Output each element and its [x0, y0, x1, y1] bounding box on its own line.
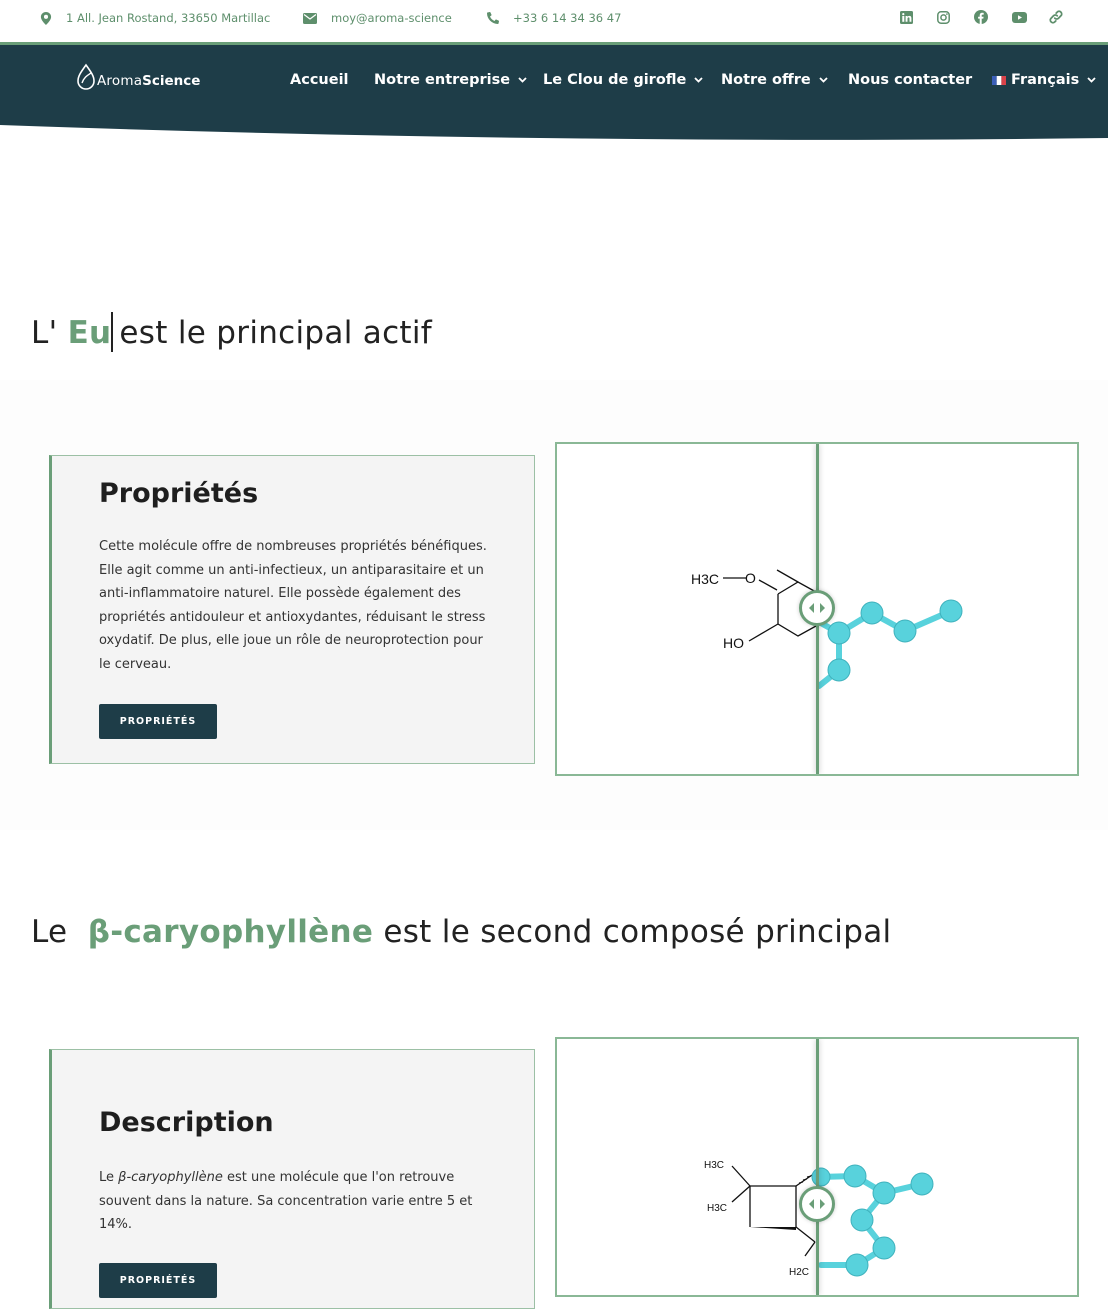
card-text — [99, 1166, 491, 1237]
chevron-down-icon — [819, 77, 828, 83]
site-header — [0, 45, 1108, 145]
properties-card — [49, 455, 535, 764]
section-eugenol-heading — [31, 312, 432, 352]
properties-button[interactable]: PROPRIÉTÉS — [99, 704, 217, 739]
envelope-icon — [303, 13, 317, 24]
heading-prefix: L' — [31, 315, 58, 351]
phone-item[interactable] — [487, 11, 621, 25]
drop-logo-icon — [76, 63, 96, 91]
label-methyl: H3C — [691, 571, 720, 587]
link-icon[interactable] — [1048, 9, 1064, 25]
comparison-slider-handle[interactable] — [799, 1186, 835, 1222]
address-text: 1 All. Jean Rostand, 33650 Martillac — [66, 11, 271, 25]
nav-company-label: Notre entreprise — [374, 72, 511, 88]
chevron-down-icon — [1087, 77, 1096, 83]
card-text-prefix: Le — [99, 1170, 119, 1185]
header-background — [0, 45, 1108, 145]
label-hydroxyl: HO — [723, 635, 744, 651]
card-text: Cette molécule offre de nombreuses propriétés bénéfiques. Elle agit comme un anti-infectieux, un antiparasitaire et un anti-inflammatoire naturel. Elle possède également des propriétés antidouleur et antioxydantes, réduisant le stress oxydatif. De plus, elle joue un rôle de neuroprotection pour le cerveau. — [99, 539, 487, 672]
heading-suffix: est le second composé principal — [383, 914, 892, 950]
nav-contact[interactable] — [848, 72, 972, 88]
phone-icon — [487, 12, 499, 24]
top-bar — [0, 0, 1108, 45]
site-logo[interactable] — [76, 63, 200, 91]
card-title: Propriétés — [99, 478, 259, 509]
phone-text[interactable]: +33 6 14 34 36 47 — [513, 11, 622, 25]
heading-highlight: Eu — [67, 315, 112, 351]
logo-text-aroma: Aroma — [97, 73, 143, 89]
instagram-icon[interactable] — [935, 9, 951, 25]
label-methylene: H2C — [789, 1267, 810, 1278]
email-item[interactable] — [303, 11, 452, 25]
label-oxygen: O — [745, 570, 756, 586]
card-text-italic: β-caryophyllène — [118, 1170, 223, 1185]
youtube-icon[interactable] — [1011, 9, 1027, 25]
label-methyl-2: H3C — [707, 1203, 728, 1214]
linkedin-icon[interactable] — [898, 9, 914, 25]
heading-prefix: Le — [31, 914, 68, 950]
nav-home-label: Accueil — [290, 72, 349, 88]
heading-highlight: β-caryophyllène — [87, 914, 374, 950]
chevron-down-icon — [518, 77, 527, 83]
nav-home[interactable] — [290, 72, 349, 88]
nav-offer[interactable] — [721, 72, 828, 88]
logo-text-science: Science — [142, 73, 201, 89]
arrows-left-right-icon — [808, 1199, 826, 1209]
image-comparison-eugenol[interactable] — [555, 442, 1079, 776]
comparison-slider-handle[interactable] — [799, 590, 835, 626]
label-methyl-1: H3C — [704, 1160, 725, 1171]
typing-cursor — [111, 312, 113, 352]
language-label: Français — [1011, 72, 1080, 88]
nav-company[interactable] — [374, 72, 527, 88]
chevron-down-icon — [694, 77, 703, 83]
nav-clove[interactable] — [543, 72, 703, 88]
comparison-slider-divider[interactable] — [816, 1039, 819, 1295]
map-pin-icon — [40, 12, 52, 25]
card-title: Description — [99, 1107, 274, 1138]
properties-button[interactable]: PROPRIÉTÉS — [99, 1263, 217, 1298]
description-card — [49, 1049, 535, 1309]
email-text[interactable]: moy@aroma-science — [331, 11, 452, 25]
nav-offer-label: Notre offre — [721, 72, 811, 88]
language-selector[interactable] — [992, 72, 1096, 88]
nav-clove-label: Le Clou de girofle — [543, 72, 687, 88]
french-flag-icon — [992, 76, 1006, 85]
image-comparison-caryophyllene[interactable] — [555, 1037, 1079, 1297]
section-caryophyllene-heading — [31, 914, 891, 950]
facebook-icon[interactable] — [973, 9, 989, 25]
address-item — [40, 11, 270, 25]
heading-suffix: est le principal actif — [119, 315, 432, 351]
arrows-left-right-icon — [808, 603, 826, 613]
nav-contact-label: Nous contacter — [848, 72, 973, 88]
card-text-suffix: est une molécule que l'on retrouve souvent dans la nature. Sa concentration varie entre 5 et 14%. — [99, 1170, 473, 1232]
